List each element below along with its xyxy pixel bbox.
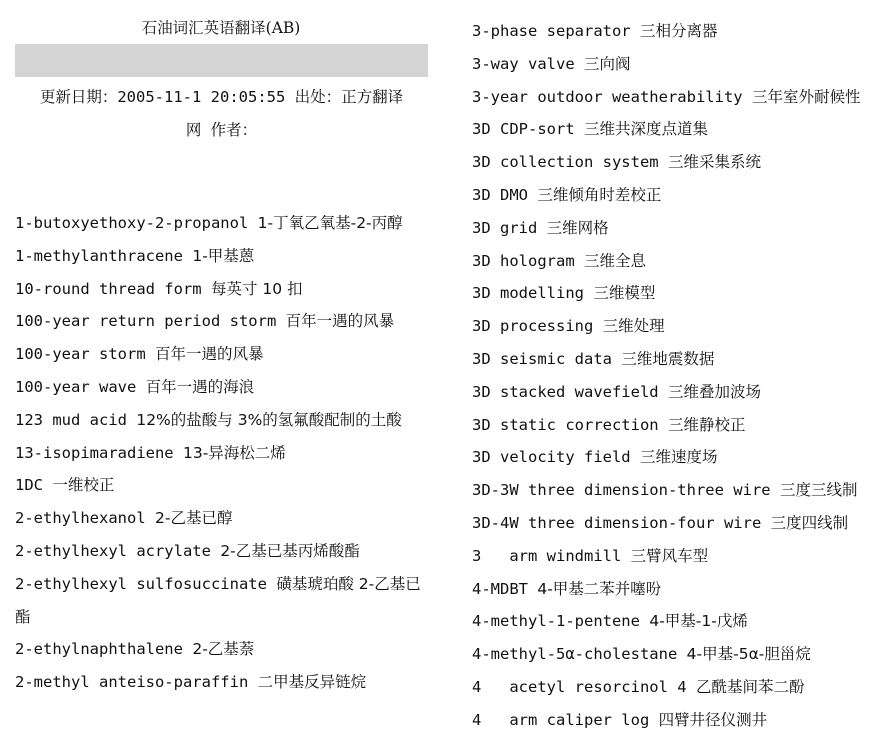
- glossary-entry: [15, 469, 433, 502]
- entry-term: 3D processing: [472, 317, 594, 336]
- entry-translation: 12%的盐酸与 3%的氢氟酸配制的土酸: [136, 410, 402, 429]
- right-column: [472, 15, 886, 737]
- entry-translation: 三维全息: [584, 251, 647, 270]
- entry-term: 123 mud acid: [15, 410, 127, 429]
- entry-translation: 三维叠加波场: [667, 382, 761, 401]
- entry-translation: 三维倾角时差校正: [537, 185, 662, 204]
- entry-translation: 1-丁氧乙氧基-2-丙醇: [257, 214, 403, 232]
- entry-term: 13-isopimaradiene: [15, 443, 174, 462]
- gray-banner: [15, 44, 428, 77]
- glossary-entry: [15, 305, 433, 338]
- glossary-entry: [472, 507, 886, 540]
- glossary-entry: [15, 338, 433, 371]
- entry-translation: 13-异海松二烯: [182, 443, 286, 462]
- glossary-entry: [15, 404, 433, 437]
- entry-term: 1-methylanthracene: [15, 246, 183, 265]
- entry-translation: 三臂风车型: [630, 546, 709, 565]
- entry-term: 4 acetyl resorcinol 4: [472, 677, 687, 696]
- entry-translation: 1-甲基蒽: [192, 246, 255, 265]
- entry-term: 3D collection system: [472, 153, 659, 172]
- glossary-entry: [472, 671, 886, 704]
- entry-translation: 二甲基反异链烷: [257, 673, 367, 692]
- entry-translation: 4-甲基-1-戊烯: [649, 612, 748, 631]
- entry-translation: 一维校正: [52, 476, 115, 495]
- entry-term: 3D modelling: [472, 284, 584, 303]
- glossary-entry: [472, 409, 886, 442]
- entry-term: 3D-4W three dimension-four wire: [472, 513, 762, 532]
- entry-term: 3D static correction: [472, 415, 659, 434]
- entry-translation: 磺基琥珀酸 2-乙基已酯: [15, 574, 421, 626]
- glossary-entry: [15, 633, 433, 666]
- glossary-entry: [15, 568, 433, 634]
- glossary-entry: [472, 146, 886, 179]
- glossary-entry: [472, 277, 886, 310]
- entry-translation: 三维共深度点道集: [584, 120, 709, 139]
- left-entry-list: [15, 207, 433, 699]
- glossary-entry: [472, 310, 886, 343]
- glossary-entry: [472, 212, 886, 245]
- entry-term: 3D DMO: [472, 185, 528, 204]
- glossary-entry: [15, 502, 433, 535]
- glossary-entry: [472, 605, 886, 638]
- entry-translation: 4-甲基二苯并噻吩: [537, 579, 662, 598]
- entry-translation: 2-乙基萘: [192, 640, 255, 659]
- glossary-entry: [472, 81, 886, 114]
- entry-translation: 三维速度场: [639, 448, 718, 467]
- glossary-entry: [472, 48, 886, 81]
- glossary-entry: [15, 666, 433, 699]
- entry-translation: 百年一遇的风暴: [155, 345, 264, 364]
- entry-term: 3D velocity field: [472, 448, 631, 467]
- entry-term: 2-methyl anteiso-paraffin: [15, 673, 249, 692]
- glossary-entry: [472, 540, 886, 573]
- entry-term: 1-butoxyethoxy-2-propanol: [15, 214, 249, 232]
- entry-translation: 乙酰基间苯二酚: [695, 677, 805, 696]
- entry-translation: 2-乙基已醇: [155, 509, 233, 528]
- entry-term: 3-phase separator: [472, 22, 631, 40]
- entry-translation: 2-乙基已基丙烯酸酯: [220, 541, 360, 560]
- glossary-entry: [472, 343, 886, 376]
- glossary-entry: [15, 371, 433, 404]
- entry-translation: 三年室外耐候性: [751, 87, 861, 106]
- entry-term: 4-methyl-1-pentene: [472, 612, 640, 631]
- entry-translation: 三向阀: [584, 54, 631, 73]
- left-column: [15, 15, 433, 699]
- glossary-entry: [472, 245, 886, 278]
- update-info: [15, 81, 428, 147]
- entry-term: 4-methyl-5α-cholestane: [472, 645, 678, 664]
- glossary-entry: [472, 179, 886, 212]
- entry-translation: 四臂井径仪测井: [658, 710, 768, 729]
- entry-term: 2-ethylhexanol: [15, 509, 146, 528]
- document-title: 石油词汇英语翻译(AB): [141, 19, 301, 37]
- glossary-entry: [472, 113, 886, 146]
- glossary-entry: [15, 240, 433, 273]
- entry-term: 3D CDP-sort: [472, 120, 575, 139]
- entry-term: 2-ethylnaphthalene: [15, 640, 183, 659]
- entry-term: 3D seismic data: [472, 349, 612, 368]
- entry-translation: 三度四线制: [770, 513, 849, 532]
- entry-term: 3D grid: [472, 218, 538, 237]
- entry-term: 3D stacked wavefield: [472, 382, 659, 401]
- entry-term: 1DC: [15, 476, 43, 495]
- entry-term: 3D hologram: [472, 251, 575, 270]
- glossary-entry: [472, 15, 886, 48]
- entry-term: 3-year outdoor weatherability: [472, 87, 743, 106]
- entry-term: 3 arm windmill: [472, 546, 622, 565]
- glossary-entry: [472, 474, 886, 507]
- entry-translation: 三维地震数据: [621, 349, 715, 368]
- entry-term: 10-round thread form: [15, 279, 202, 298]
- glossary-entry: [472, 573, 886, 606]
- glossary-entry: [15, 273, 433, 306]
- source-author-line: 网 作者：: [185, 121, 258, 139]
- entry-term: 3-way valve: [472, 54, 575, 73]
- entry-translation: 百年一遇的海浪: [145, 377, 255, 396]
- entry-term: 4 arm caliper log: [472, 710, 650, 729]
- entry-term: 4-MDBT: [472, 579, 528, 598]
- entry-translation: 三维采集系统: [667, 153, 761, 172]
- entry-translation: 三维处理: [602, 317, 665, 336]
- glossary-entry: [472, 376, 886, 409]
- glossary-entry: [15, 535, 433, 568]
- glossary-entry: [15, 437, 433, 470]
- entry-translation: 三相分离器: [639, 22, 718, 40]
- entry-term: 100-year return period storm: [15, 312, 277, 331]
- entry-translation: 每英寸 10 扣: [210, 279, 303, 298]
- entry-term: 100-year storm: [15, 345, 146, 364]
- entry-term: 3D-3W three dimension-three wire: [472, 481, 771, 500]
- spacer: [15, 147, 433, 207]
- entry-translation: 百年一遇的风暴: [285, 312, 395, 331]
- entry-term: 2-ethylhexyl acrylate: [15, 541, 211, 560]
- entry-translation: 三维网格: [546, 218, 609, 237]
- entry-translation: 三度三线制: [779, 481, 858, 500]
- entry-translation: 三维模型: [593, 284, 656, 303]
- entry-term: 100-year wave: [15, 377, 137, 396]
- entry-term: 2-ethylhexyl sulfosuccinate: [15, 574, 267, 593]
- entry-translation: 三维静校正: [667, 415, 746, 434]
- right-entry-list: [472, 15, 886, 737]
- glossary-entry: [472, 704, 886, 737]
- glossary-entry: [15, 207, 433, 240]
- entry-translation: 4-甲基-5α-胆甾烷: [686, 645, 811, 664]
- glossary-entry: [472, 441, 886, 474]
- glossary-entry: [472, 638, 886, 671]
- update-date-line: 更新日期：2005-11-1 20:05:55 出处：正方翻译: [39, 88, 404, 106]
